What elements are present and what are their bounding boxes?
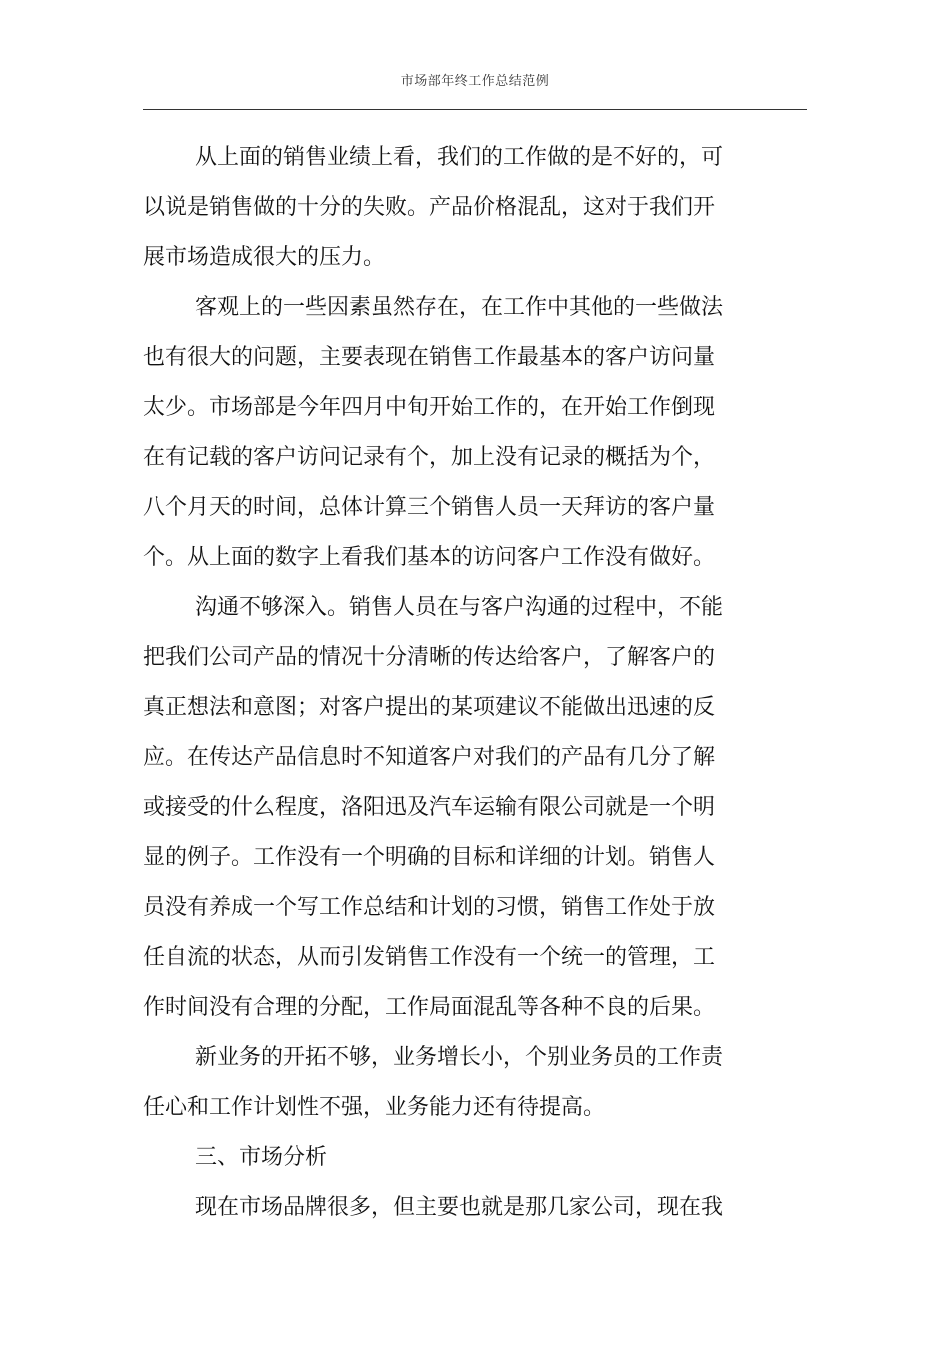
text-line: 三、市场分析: [195, 1145, 328, 1170]
paragraph: [143, 1183, 743, 1233]
text-line: 作时间没有合理的分配，工作局面混乱等各种不良的后果。: [143, 995, 716, 1020]
text-line: 个。从上面的数字上看我们基本的访问客户工作没有做好。: [143, 545, 716, 570]
text-line: 也有很大的问题，主要表现在销售工作最基本的客户访问量: [143, 345, 716, 370]
text-line: 新业务的开拓不够，业务增长小，个别业务员的工作责: [195, 1045, 724, 1070]
text-line: 现在市场品牌很多，但主要也就是那几家公司，现在我: [195, 1195, 724, 1220]
text-line: 客观上的一些因素虽然存在，在工作中其他的一些做法: [195, 295, 724, 320]
text-line: 显的例子。工作没有一个明确的目标和详细的计划。销售人: [143, 845, 716, 870]
paragraph: [143, 1033, 743, 1133]
text-line: 从上面的销售业绩上看，我们的工作做的是不好的，可: [195, 145, 724, 170]
text-line: 八个月天的时间，总体计算三个销售人员一天拜访的客户量: [143, 495, 716, 520]
header-divider: [143, 109, 807, 110]
text-line: 员没有养成一个写工作总结和计划的习惯，销售工作处于放: [143, 895, 716, 920]
text-line: 以说是销售做的十分的失败。产品价格混乱，这对于我们开: [143, 195, 716, 220]
text-line: 任心和工作计划性不强，业务能力还有待提高。: [143, 1095, 606, 1120]
text-line: 任自流的状态，从而引发销售工作没有一个统一的管理，工: [143, 945, 716, 970]
page-header: 市场部年终工作总结范例: [400, 74, 550, 89]
text-line: 把我们公司产品的情况十分清晰的传达给客户，了解客户的: [143, 645, 716, 670]
paragraph: [143, 283, 743, 583]
text-line: 在有记载的客户访问记录有个，加上没有记录的概括为个，: [143, 445, 716, 470]
text-line: 应。在传达产品信息时不知道客户对我们的产品有几分了解: [143, 745, 716, 770]
text-line: 真正想法和意图；对客户提出的某项建议不能做出迅速的反: [143, 695, 716, 720]
text-line: 或接受的什么程度，洛阳迅及汽车运输有限公司就是一个明: [143, 795, 716, 820]
paragraph: [143, 583, 743, 1033]
paragraph: [143, 133, 743, 283]
text-line: 太少。市场部是今年四月中旬开始工作的，在开始工作倒现: [143, 395, 716, 420]
text-line: 沟通不够深入。销售人员在与客户沟通的过程中，不能: [195, 595, 724, 620]
text-line: 展市场造成很大的压力。: [143, 245, 386, 270]
document-body: [143, 133, 743, 1233]
section-heading: [143, 1133, 743, 1183]
